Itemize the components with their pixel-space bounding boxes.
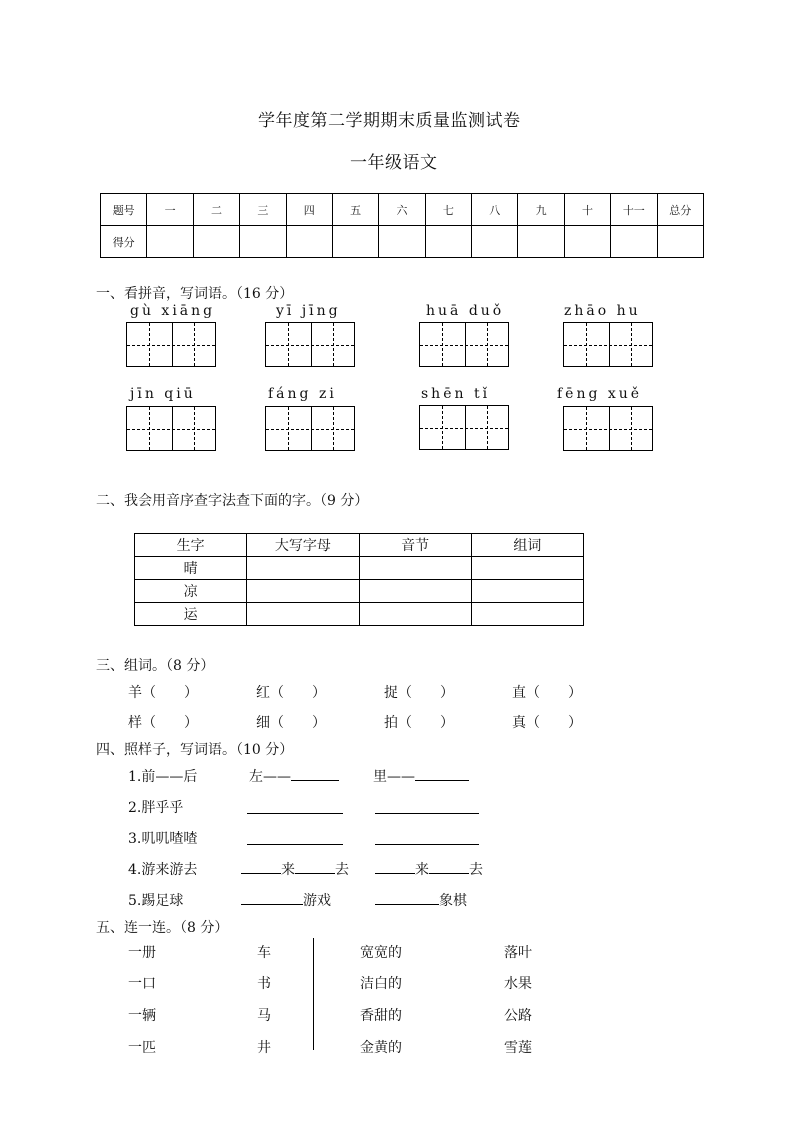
pattern-char: 来 [415,862,429,878]
lookup-char: 晴 [135,557,247,580]
score-input-cell[interactable] [193,226,239,258]
score-input-cell[interactable] [518,226,564,258]
score-table [100,193,704,258]
score-input-cell[interactable] [472,226,518,258]
section1-heading: 一、看拼音，写词语。（16 分） [96,286,294,302]
answer-line[interactable] [429,859,469,874]
score-cell: 一 [147,194,193,226]
score-cell: 五 [332,194,378,226]
example-row [373,766,469,786]
score-input-cell[interactable] [379,226,425,258]
lookup-header: 生字 [135,534,247,557]
score-input-cell[interactable] [564,226,610,258]
match-item[interactable]: 一口 [128,976,156,992]
lookup-table [134,533,584,626]
match-item[interactable]: 一册 [128,945,156,961]
score-cell: 二 [193,194,239,226]
pinyin-label: yī jīng [276,303,341,319]
score-value-row [101,226,704,258]
match-item[interactable]: 雪莲 [504,1040,532,1056]
match-item[interactable]: 井 [257,1040,271,1056]
pattern-char: 去 [469,862,483,878]
score-input-cell[interactable] [611,226,657,258]
pinyin-label: zhāo hu [564,303,641,319]
word-blank[interactable]: 拍（ ） [384,715,454,731]
lookup-input-cell[interactable] [247,557,359,580]
writing-grid[interactable] [563,406,653,451]
pinyin-label: huā duǒ [426,303,505,319]
lookup-header-row [135,534,584,557]
match-item[interactable]: 宽宽的 [360,945,402,961]
answer-line[interactable] [247,844,343,845]
lookup-input-cell[interactable] [247,603,359,626]
match-item[interactable]: 香甜的 [360,1008,402,1024]
antonym-prompt: 里—— [373,769,415,785]
word-blank[interactable]: 直（ ） [512,685,582,701]
lookup-input-cell[interactable] [359,580,471,603]
score-cell: 总分 [657,194,704,226]
answer-line[interactable] [375,813,479,814]
match-item[interactable]: 马 [257,1008,271,1024]
word-blank[interactable]: 样（ ） [128,715,198,731]
answer-line[interactable] [295,859,335,874]
score-cell: 六 [379,194,425,226]
lookup-char: 凉 [135,580,247,603]
match-item[interactable]: 一辆 [128,1008,156,1024]
lookup-header: 音节 [359,534,471,557]
match-item[interactable]: 书 [257,976,271,992]
lookup-row [135,603,584,626]
lookup-header: 组词 [471,534,583,557]
match-item[interactable]: 落叶 [504,945,532,961]
answer-line[interactable] [415,766,469,781]
example-row [375,890,467,910]
lookup-input-cell[interactable] [471,557,583,580]
lookup-input-cell[interactable] [471,580,583,603]
score-row-label: 得分 [101,226,147,258]
score-cell: 七 [425,194,471,226]
example-row [249,766,339,786]
match-item[interactable]: 一匹 [128,1040,156,1056]
answer-line[interactable] [241,859,281,874]
example-row [375,859,483,879]
example-label: 3.叽叽喳喳 [128,831,198,847]
answer-line[interactable] [375,844,479,845]
antonym-prompt: 左—— [249,769,291,785]
score-cell: 四 [286,194,332,226]
score-cell: 八 [472,194,518,226]
example-row [241,859,349,879]
example-row [241,890,331,910]
answer-line[interactable] [241,890,303,905]
score-input-cell[interactable] [286,226,332,258]
lookup-char: 运 [135,603,247,626]
score-input-cell[interactable] [240,226,286,258]
match-item[interactable]: 金黄的 [360,1040,402,1056]
lookup-input-cell[interactable] [247,580,359,603]
pinyin-label: fáng zi [268,386,337,402]
match-item[interactable]: 洁白的 [360,976,402,992]
lookup-header: 大写字母 [247,534,359,557]
score-cell: 十一 [611,194,657,226]
pattern-char: 来 [281,862,295,878]
exam-title: 学年度第二学期期末质量监测试卷 [258,111,521,131]
score-cell: 九 [518,194,564,226]
writing-grid[interactable] [419,322,509,367]
writing-grid[interactable] [126,406,216,451]
score-header-row [101,194,704,226]
word-blank[interactable]: 红（ ） [256,685,326,701]
divider-line [313,938,314,1050]
answer-line[interactable] [247,813,343,814]
writing-grid[interactable] [126,322,216,367]
writing-grid[interactable] [265,322,355,367]
answer-line[interactable] [375,859,415,874]
pinyin-label: shēn tǐ [421,386,491,402]
match-item[interactable]: 水果 [504,976,532,992]
pattern-word: 游戏 [303,893,331,909]
lookup-row [135,580,584,603]
pinyin-label: gù xiāng [130,303,216,319]
word-blank[interactable]: 捉（ ） [384,685,454,701]
score-input-cell[interactable] [332,226,378,258]
section4-heading: 四、照样子，写词语。（10 分） [96,742,294,758]
writing-grid[interactable] [563,322,653,367]
pinyin-label: fēng xuě [557,386,643,402]
example-label: 5.踢足球 [128,893,184,909]
match-item[interactable]: 公路 [504,1008,532,1024]
answer-line[interactable] [291,766,339,781]
writing-grid[interactable] [419,405,509,450]
section5-heading: 五、连一连。（8 分） [96,920,229,936]
pattern-word: 象棋 [439,893,467,909]
score-cell: 题号 [101,194,147,226]
writing-grid[interactable] [265,406,355,451]
lookup-input-cell[interactable] [359,603,471,626]
answer-line[interactable] [375,890,439,905]
pinyin-label: jīn qiū [130,386,196,402]
example-label: 4.游来游去 [128,862,198,878]
score-cell: 十 [564,194,610,226]
word-blank[interactable]: 真（ ） [512,715,582,731]
word-blank[interactable]: 羊（ ） [128,685,198,701]
example-label: 2.胖乎乎 [128,800,184,816]
word-blank[interactable]: 细（ ） [256,715,326,731]
pattern-char: 去 [335,862,349,878]
lookup-input-cell[interactable] [359,557,471,580]
score-input-cell[interactable] [425,226,471,258]
section2-heading: 二、我会用音序查字法查下面的字。（9 分） [96,493,369,509]
score-input-cell[interactable] [147,226,193,258]
lookup-row [135,557,584,580]
score-input-cell[interactable] [657,226,704,258]
example-label: 1.前——后 [128,769,198,785]
score-cell: 三 [240,194,286,226]
section3-heading: 三、组词。（8 分） [96,658,215,674]
lookup-input-cell[interactable] [471,603,583,626]
match-item[interactable]: 车 [257,945,271,961]
exam-subtitle: 一年级语文 [350,153,438,173]
